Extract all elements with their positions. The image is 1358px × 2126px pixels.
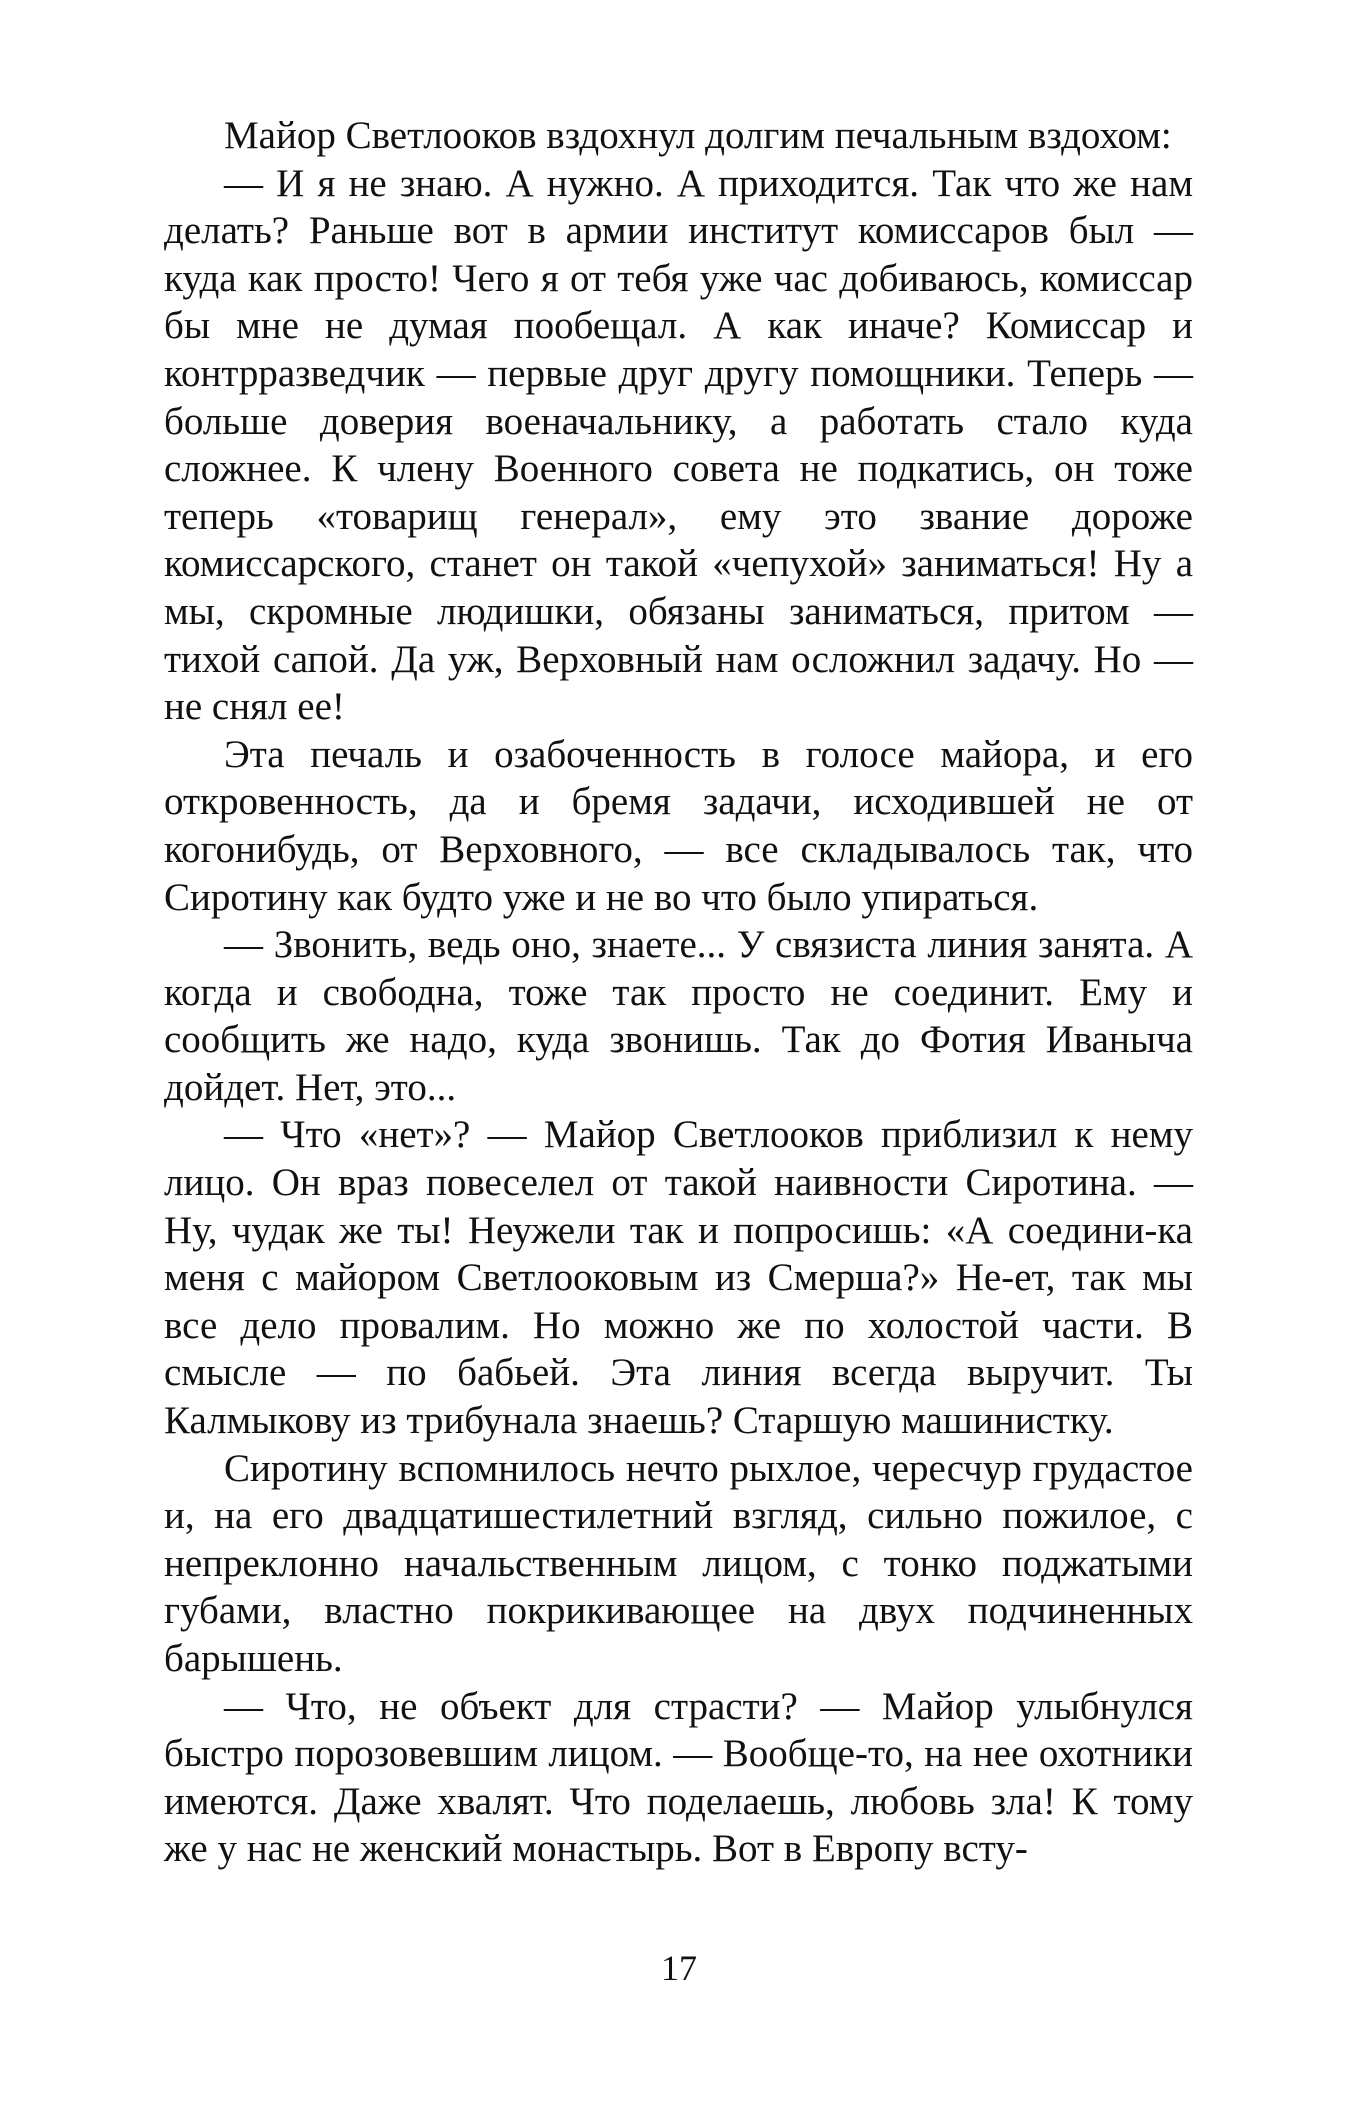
paragraph-7: — Что, не объект для страсти? — Майор улыбнулся быстро порозовевшим лицом. — Вообще-то, на нее охотники имеются. Даже хвалят. Что поделаешь, любовь зла! К тому же у нас не женский монастырь. Вот в Европу всту- (164, 1684, 1193, 1871)
paragraph-4: — Звонить, ведь оно, знаете... У связиста линия занята. А когда и свободна, тоже так просто не соединит. Ему и сообщить же надо, куда звонишь. Так до Фотия Иваныча дойдет. Нет, это... (164, 923, 1193, 1109)
paragraph-3: Эта печаль и озабоченность в голосе майора, и его откровенность, да и бремя задачи, исходившей не от когонибудь, от Верховного, — все складывалось так, что Сиротину как будто уже и не во что было упираться. (164, 732, 1193, 919)
paragraph-2: — И я не знаю. А нужно. А приходится. Так что же нам делать? Раньше вот в армии институт комиссаров был — куда как просто! Чего я от тебя уже час добиваюсь, комиссар бы мне не думая пообещал. А как иначе? Комиссар и контрразведчик — первые друг другу помощники. Теперь — больше доверия военачальнику, а работать стало куда сложнее. К члену Военного совета не подкатись, он тоже теперь «товарищ генерал», ему это звание дороже комиссарского, станет он такой «чепухой» заниматься! Ну а мы, скромные людишки, обязаны заниматься, притом — тихой сапой. Да уж, Верховный нам осложнил задачу. Но — не снял ее! (164, 161, 1193, 729)
page-text (164, 112, 1193, 1873)
paragraph-1: Майор Светлооков вздохнул долгим печальным вздохом: (224, 114, 1172, 157)
paragraph-5: — Что «нет»? — Майор Светлооков приблизил к нему лицо. Он враз повеселел от такой наивности Сиротина. — Ну, чудак же ты! Неужели так и попросишь: «А соедини-ка меня с майором Светлооковым из Смерша?» Не-ет, так мы все дело провалим. Но можно же по холостой части. В смысле — по бабьей. Эта линия всегда выручит. Ты Калмыкову из трибунала знаешь? Старшую машинистку. (164, 1113, 1193, 1443)
paragraph-6: Сиротину вспомнилось нечто рыхлое, чересчур грудастое и, на его двадцатишестилетний взгляд, сильно пожилое, с непреклонно начальственным лицом, с тонко поджатыми губами, властно покрикивающее на двух подчиненных барышень. (164, 1446, 1193, 1680)
page-number: 17 (661, 1948, 697, 1988)
